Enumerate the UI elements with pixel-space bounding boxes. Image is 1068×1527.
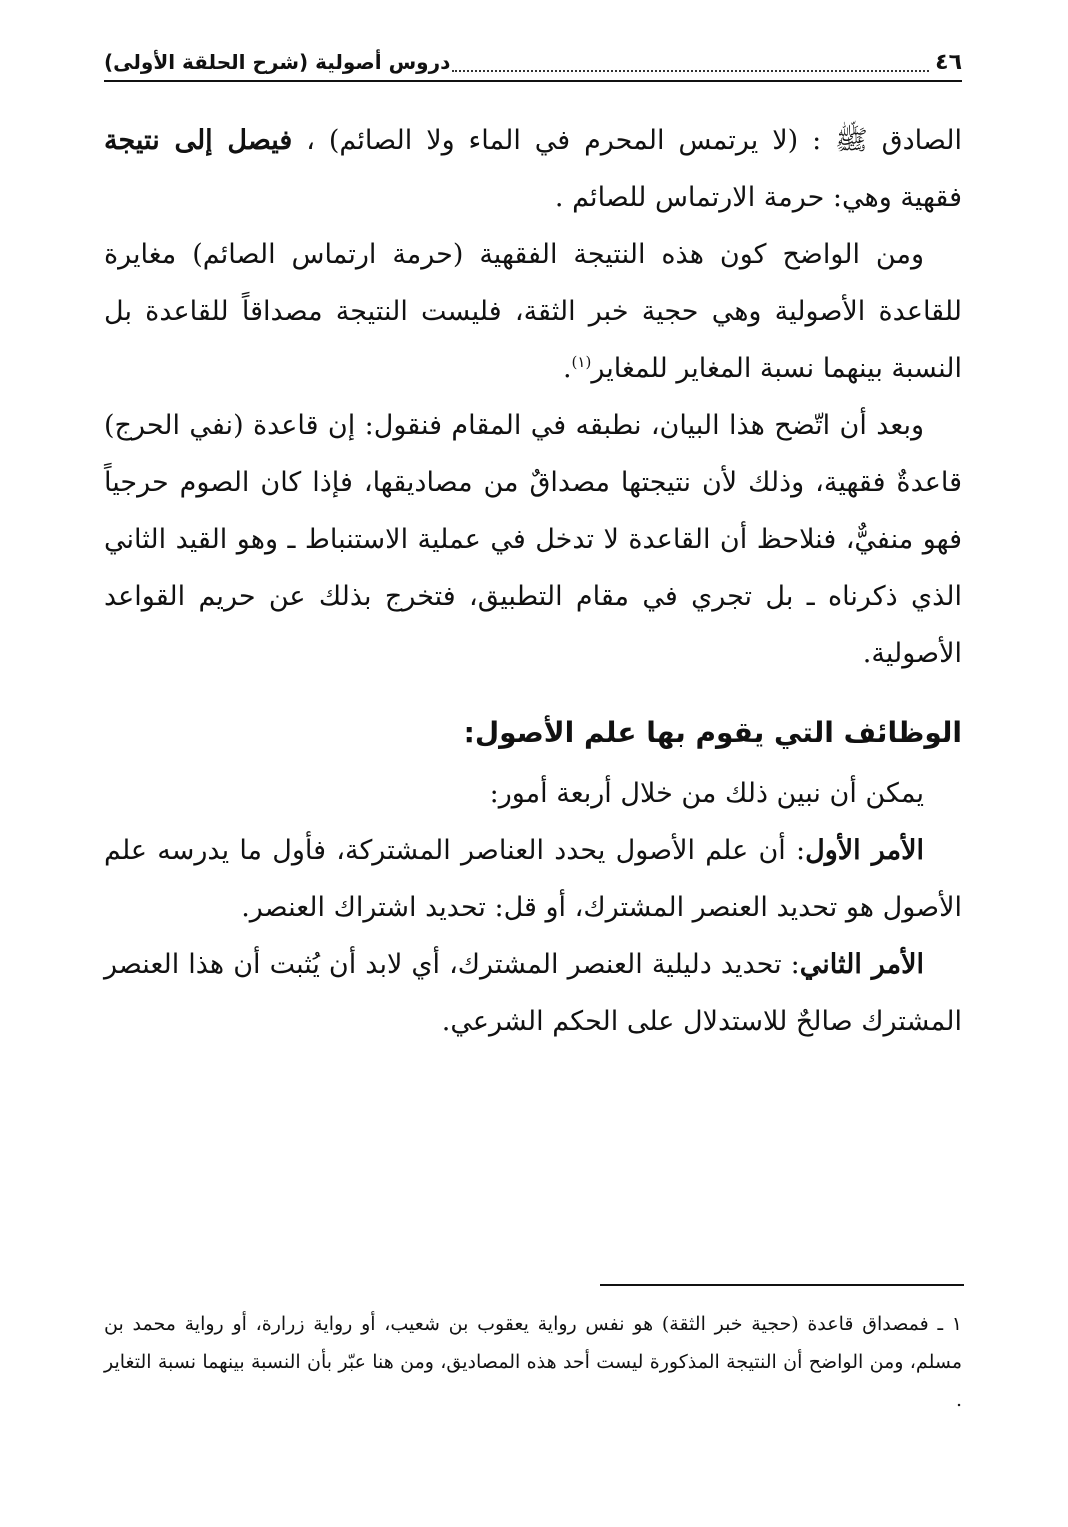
paragraph-2 (104, 226, 962, 397)
footnote-1: ١ ـ فمصداق قاعدة (حجية خبر الثقة) هو نفس رواية يعقوب بن شعيب، أو رواية زرارة، أو رواية محمد بن مسلم، ومن الواضح أن النتيجة المذكورة ليست أحد هذه المصاديق، ومن هنا عبّر بأن النسبة بينهما نسبة التغاير . (104, 1313, 962, 1411)
paragraph-1-bold-text: فيصل إلى نتيجة (104, 125, 293, 156)
paragraph-5-text: : أن علم الأصول يحدد العناصر المشتركة، فأول ما يدرسه علم الأصول هو تحديد العنصر المشترك، أو قل: تحديد اشتراك العنصر. (104, 835, 962, 923)
paragraph-6 (104, 936, 962, 1050)
footnote-reference[interactable]: (١) (571, 353, 592, 371)
paragraph-1-end-text: فقهية وهي: حرمة الارتماس للصائم . (554, 182, 962, 213)
page-number: ٤٦ (935, 49, 962, 75)
paragraph-6-text: : تحديد دليلية العنصر المشترك، أي لابد أن يُثبت أن هذا العنصر المشترك صالحٌ للاستدلال على الحكم الشرعي. (104, 949, 962, 1037)
paragraph-1-text: الصادق ﷺ : (لا يرتمس المحرم في الماء ولا الصائم) ، (292, 125, 962, 156)
paragraph-3: وبعد أن اتّضح هذا البيان، نطبقه في المقام فنقول: إن قاعدة (نفي الحرج) قاعدةٌ فقهية، وذلك لأن نتيجتها مصداقٌ من مصاديقها، فإذا كان الصوم حرجياً فهو منفيٌّ، فنلاحظ أن القاعدة لا تدخل في عملية الاستنباط ـ وهو القيد الثاني الذي ذكرناه ـ بل تجري في مقام التطبيق، فتخرج بذلك عن حريم القواعد الأصولية. (104, 410, 962, 669)
body-text (104, 112, 962, 1050)
dotted-leader (452, 52, 929, 72)
paragraph-2-end: . (562, 353, 572, 384)
paragraph-2-text: ومن الواضح كون هذه النتيجة الفقهية (حرمة ارتماس الصائم) مغايرة للقاعدة الأصولية وهي حجية خبر الثقة، فليست النتيجة مصداقاً للقاعدة بل النسبة بينهما نسبة المغاير للمغاير (104, 239, 962, 384)
running-title: دروس أصولية (شرح الحلقة الأولى) (104, 50, 451, 74)
paragraph-6-label: الأمر الثاني (799, 949, 925, 980)
footnote-divider (600, 1284, 964, 1286)
section-heading: الوظائف التي يقوم بها علم الأصول: (463, 716, 962, 749)
paragraph-4: يمكن أن نبين ذلك من خلال أربعة أمور: (489, 778, 924, 809)
paragraph-1 (104, 112, 962, 226)
paragraph-5-label: الأمر الأول (805, 835, 924, 866)
paragraph-5 (104, 822, 962, 936)
running-header (104, 44, 962, 82)
footnotes (104, 1305, 962, 1419)
